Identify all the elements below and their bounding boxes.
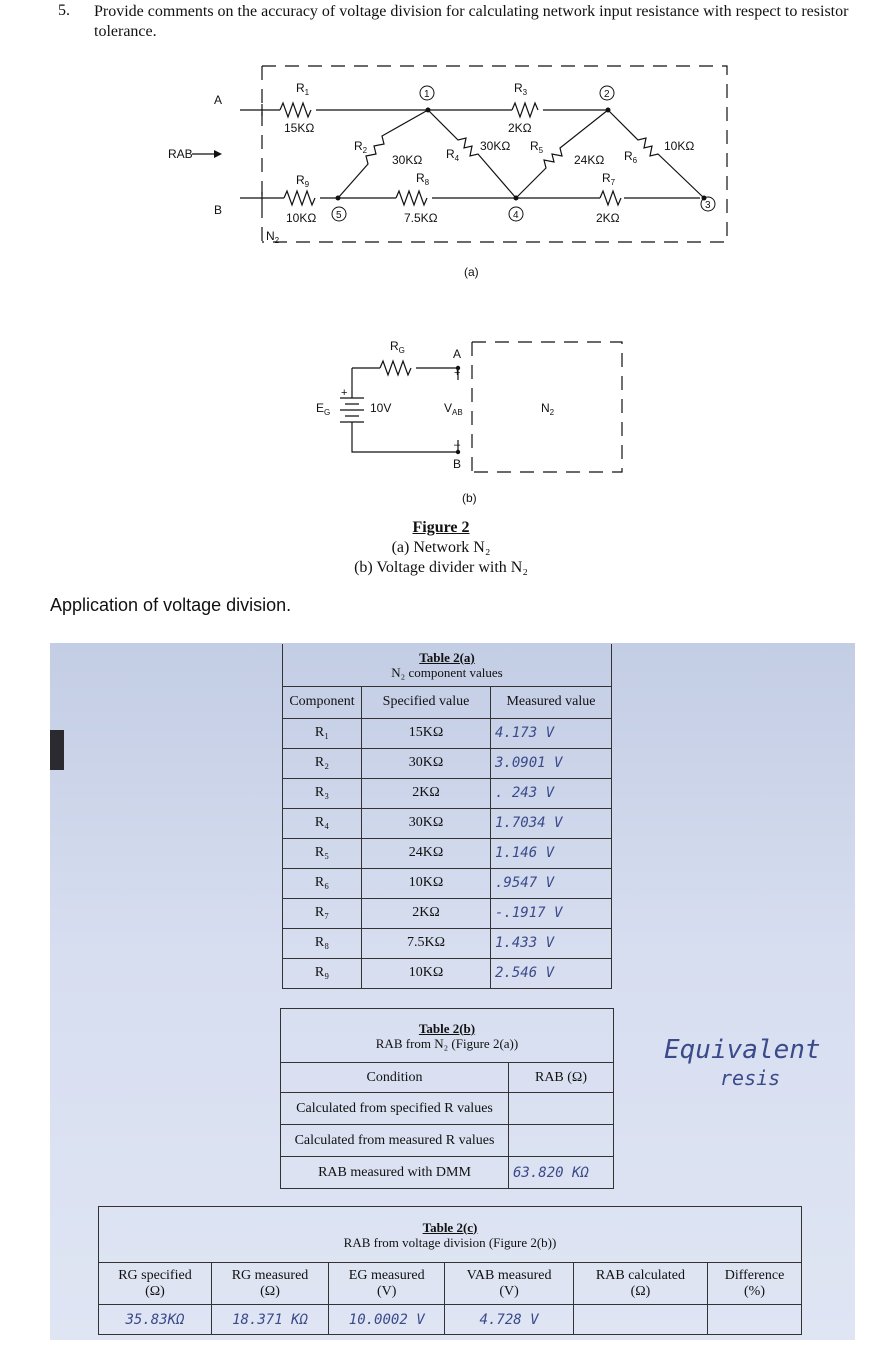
photo-shadow — [50, 730, 64, 770]
r1-zigzag — [280, 103, 311, 117]
r4-zigzag — [428, 110, 516, 198]
col-condition: Condition — [281, 1063, 509, 1093]
r3-name: $R_3$ — [514, 81, 528, 97]
terminal-plus: + — [454, 367, 461, 379]
node-a-label: A — [214, 93, 223, 107]
node-b-label: B — [214, 203, 223, 217]
r7-value: 2KΩ — [596, 211, 620, 225]
r7-zigzag — [600, 191, 621, 205]
col-rg-specified: RG specified (Ω) — [99, 1263, 212, 1305]
table-2a-caption: Table 2(a) N₂ component values — [283, 644, 612, 686]
col-eg-measured: EG measured (V) — [329, 1263, 445, 1305]
table-2b — [280, 1008, 614, 1189]
r8-value: 7.5KΩ — [404, 211, 438, 225]
r4-name: $R_4$ — [446, 147, 460, 163]
r3-value: 2KΩ — [508, 121, 532, 135]
col-measured: Measured value — [491, 686, 612, 718]
note-line-1: Equivalent — [664, 1035, 821, 1065]
figure-a-circuit — [150, 60, 750, 290]
figure-b-circuit — [300, 330, 640, 510]
r1-value: 15KΩ — [284, 121, 315, 135]
question-text: Provide comments on the accuracy of voltage division for calculating network input resistance with respect to resistor tolerance. — [94, 3, 849, 40]
col-difference: Difference (%) — [708, 1263, 802, 1305]
r8-zigzag — [396, 191, 427, 205]
rab-label: RAB — [168, 147, 193, 161]
col-component: Component — [283, 686, 362, 718]
node-4-label: 4 — [513, 210, 519, 221]
r3-zigzag — [512, 103, 538, 117]
r1-name: $R_1$ — [296, 81, 310, 97]
r2-name: $R_2$ — [354, 139, 368, 155]
table-row: R₁ 15KΩ 4.173 V — [283, 718, 612, 748]
r9-zigzag — [284, 191, 315, 205]
table-row: R₆ 10KΩ .9547 V — [283, 868, 612, 898]
rg-label: $R_G$ — [390, 339, 405, 355]
col-rab: RAB (Ω) — [509, 1063, 614, 1093]
node-5-label: 5 — [336, 210, 342, 221]
eg-value: 10V — [370, 401, 392, 415]
table-2c-caption: Table 2(c) RAB from voltage division (Figure 2(b)) — [99, 1207, 802, 1263]
figure-caption-b: (b) Voltage divider with N₂ — [354, 559, 528, 576]
terminal-b: B — [453, 457, 462, 471]
col-specified: Specified value — [362, 686, 491, 718]
r4-value: 30KΩ — [480, 139, 511, 153]
col-rab-calculated: RAB calculated (Ω) — [573, 1263, 707, 1305]
r5-value: 24KΩ — [574, 153, 605, 167]
table-2a — [282, 644, 612, 989]
table-row: R₅ 24KΩ 1.146 V — [283, 838, 612, 868]
node-2-label: 2 — [604, 89, 610, 100]
table-row: RAB measured with DMM 63.820 KΩ — [281, 1157, 614, 1189]
r8-name: $R_8$ — [416, 171, 430, 187]
vab-label: $V_{AB}$ — [444, 401, 463, 417]
figure-title: Figure 2 — [412, 519, 470, 536]
node-1-label: 1 — [424, 89, 430, 100]
rg-zigzag — [380, 361, 411, 375]
r2-value: 30KΩ — [392, 153, 423, 167]
table-2c — [98, 1206, 802, 1335]
table-row: 35.83KΩ 18.371 KΩ 10.0002 V 4.728 V — [99, 1305, 802, 1335]
r6-name: $R_6$ — [624, 149, 638, 165]
question-number: 5. — [58, 2, 70, 19]
application-heading: Application of voltage division. — [50, 595, 292, 615]
figure-b-label: (b) — [462, 491, 477, 505]
n2-label-b: $N_2$ — [541, 401, 555, 417]
r9-name: $R_9$ — [296, 173, 310, 189]
table-row: R₂ 30KΩ 3.0901 V — [283, 748, 612, 778]
table-row: R₄ 30KΩ 1.7034 V — [283, 808, 612, 838]
n2-label: $N_2$ — [266, 229, 280, 245]
r6-zigzag — [608, 110, 704, 198]
handwritten-note — [664, 1036, 821, 1092]
terminal-a: A — [453, 347, 462, 361]
table-row: Calculated from specified R values — [281, 1093, 614, 1125]
terminal-minus: – — [454, 439, 461, 451]
r9-value: 10KΩ — [286, 211, 317, 225]
table-row: R₇ 2KΩ -.1917 V — [283, 898, 612, 928]
figure-a-label: (a) — [464, 265, 479, 279]
battery-symbol — [340, 398, 364, 422]
r7-name: $R_7$ — [602, 171, 616, 187]
table-row: R₃ 2KΩ . 243 V — [283, 778, 612, 808]
battery-plus: + — [341, 387, 348, 399]
node-3-label: 3 — [705, 200, 711, 211]
figure-caption-a: (a) Network N₂ — [391, 539, 491, 556]
col-rg-measured: RG measured (Ω) — [211, 1263, 328, 1305]
figure-caption — [0, 518, 882, 578]
table-row: Calculated from measured R values — [281, 1125, 614, 1157]
r5-name: $R_5$ — [530, 139, 544, 155]
col-vab-measured: VAB measured (V) — [445, 1263, 574, 1305]
note-line-2: resis — [720, 1066, 781, 1090]
table-row: R₉ 10KΩ 2.546 V — [283, 958, 612, 988]
eg-label: $E_G$ — [316, 401, 331, 417]
table-row: R₈ 7.5KΩ 1.433 V — [283, 928, 612, 958]
table-2b-caption: Table 2(b) RAB from N₂ (Figure 2(a)) — [281, 1009, 614, 1063]
r6-value: 10KΩ — [664, 139, 695, 153]
